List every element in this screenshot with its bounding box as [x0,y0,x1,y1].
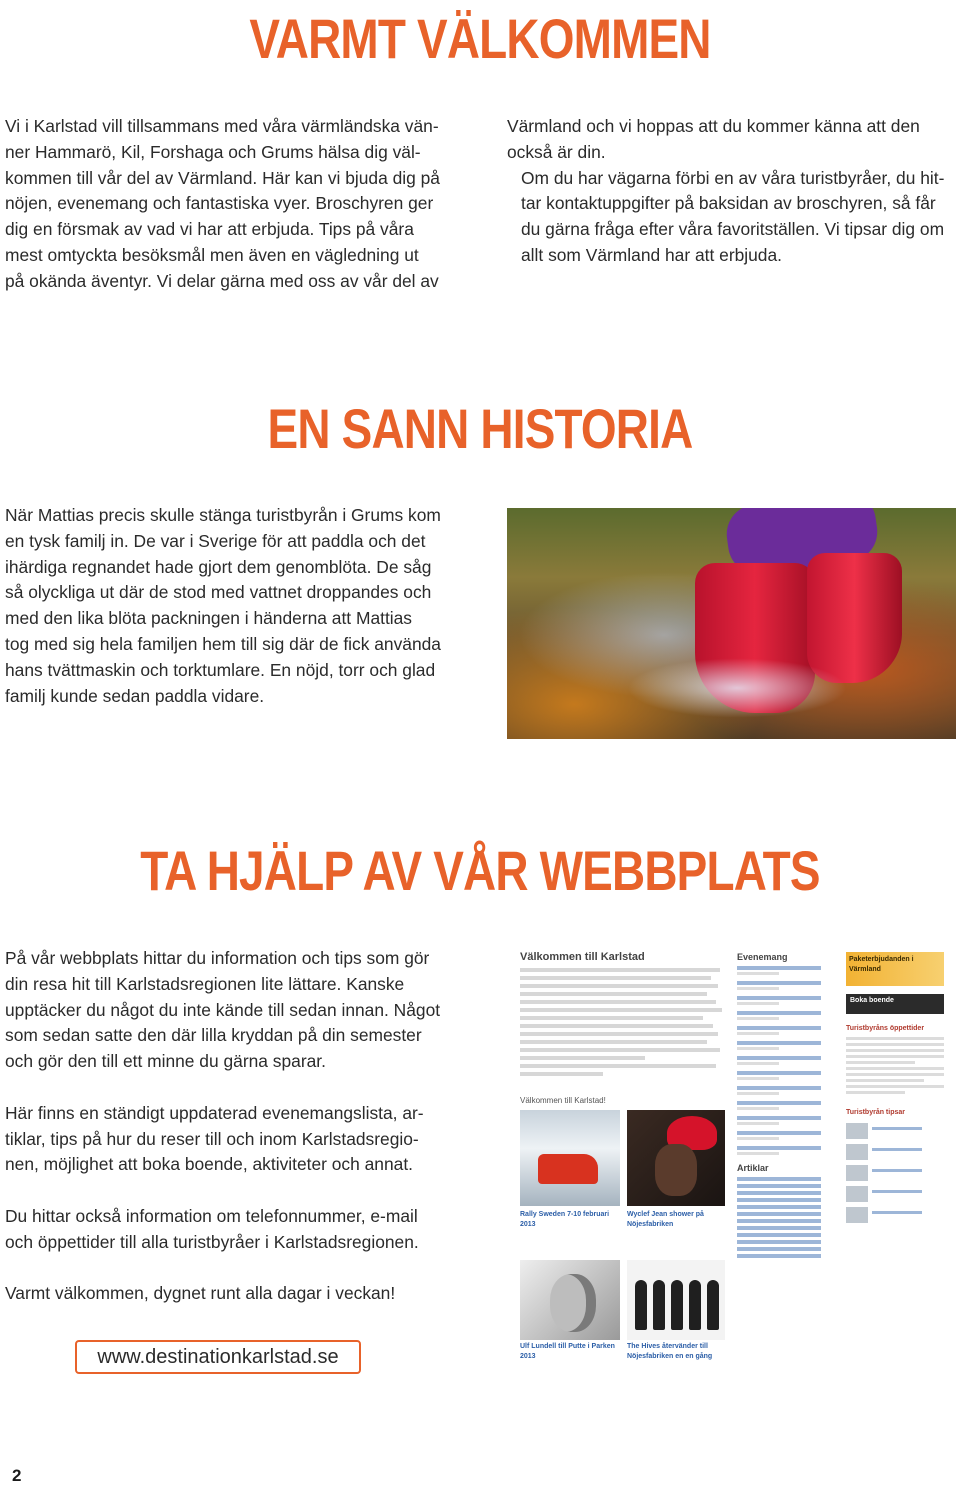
caption-rally: Rally Sweden 7-10 februari 2013 [520,1211,610,1228]
text-line: tiklar, tips på hur du reser till och inom Karlstadsregio- [5,1128,419,1149]
website-screenshot [517,950,947,1380]
package-box: Paketerbjudanden i Värmland [846,952,944,986]
band-image [627,1260,725,1340]
text-line: och öppettider till alla turistbyråer i Karlstadsregionen. [5,1231,419,1252]
text-line: nen, möjlighet att boka boende, aktiviteter och annat. [5,1154,413,1175]
text-line: hans tvättmaskin och torktumlare. En nöjd, torr och glad [5,659,436,680]
text-line: Du hittar också information om telefonnummer, e-mail [5,1205,418,1226]
events-heading: Evenemang [737,952,788,962]
text-line: allt som Värmland har att erbjuda. [521,244,782,265]
web-shot-events [737,952,842,1260]
story-text [5,503,453,709]
text-line: också är din. [507,141,606,162]
welcome-left-text [5,114,453,295]
text-line: Om du har vägarna förbi en av våra turistbyråer, du hit- [521,167,945,188]
text-line: mest omtyckta besöksmål men även en vägledning ut [5,244,419,265]
web-closing: Varmt välkommen, dygnet runt alla dagar i veckan! [5,1283,396,1304]
text-line: upptäcker du något du inte kände till sedan innan. Något [5,999,441,1020]
text-line: nöjen, evenemang och fantastiska vyer. Broschyren ger [5,193,434,214]
text-line: ner Hammarö, Kil, Forshaga och Grums hälsa dig väl- [5,141,421,162]
text-line: en tysk familj in. De var i Sverige för att paddla och det [5,530,426,551]
red-hat-singer-image [627,1110,725,1206]
text-line: så olyckliga ut där de stod med vattnet droppandes och [5,582,432,603]
text-line: Här finns en ständigt uppdaterad evenemangslista, ar- [5,1102,424,1123]
text-line: tog med sig hela familjen hem till sig där de fick använda [5,633,441,654]
text-line: som sedan satte den där lilla kryddan på din semester [5,1025,422,1046]
text-line: På vår webbplats hittar du information och tips som gör [5,948,430,968]
welcome-right-text [507,114,957,269]
tips-heading: Turistbyrån tipsar [846,1109,905,1116]
text-line: dig en försmak av vad vi har att erbjuda. Tips på våra [5,219,414,240]
story-title: EN SANN HISTORIA [267,397,693,460]
text-line: din resa hit till Karlstadsregionen lite lättare. Kanske [5,973,405,994]
text-line: du gärna fråga efter våra favoritställen. Vi tipsar dig om [521,219,945,240]
text-line: Värmland och vi hoppas att du kommer känna att den [507,116,920,136]
rally-car-image [520,1110,620,1206]
text-line: ihärdiga regnandet hade gjort dem genomblöta. De såg [5,556,432,577]
text-line: med den lika blöta packningen i händerna att Mattias [5,608,413,629]
welcome-title: VARMT VÄLKOMMEN [249,7,711,70]
website-url-link[interactable]: www.destinationkarlstad.se [75,1340,361,1374]
web-shot-body [520,968,728,1080]
web-title: TA HJÄLP AV VÅR WEBBPLATS [140,839,820,902]
text-line: på okända äventyr. Vi delar gärna med oss av vår del av [5,270,439,291]
text-line: När Mattias precis skulle stänga turistbyrån i Grums kom [5,505,441,525]
book-box: Boka boende [846,994,944,1014]
red-boots-photo [507,508,956,739]
web-shot-sidebar [846,952,944,1223]
text-line: och gör den till ett minne du gärna sparar. [5,1051,326,1072]
text-line: kommen till vår del av Värmland. Här kan vi bjuda dig på [5,167,440,188]
caption-lundell: Ulf Lundell till Putte i Parken 2013 [520,1343,615,1360]
text-line: familj kunde sedan paddla vidare. [5,685,265,706]
text-line: tar kontaktuppgifter på baksidan av broschyren, så får [521,193,936,214]
caption-hives: The Hives återvänder till Nöjesfabriken en en gång [627,1343,713,1360]
page-number: 2 [12,1466,22,1485]
articles-heading: Artiklar [737,1163,769,1173]
portrait-image [520,1260,620,1340]
water-splash [627,658,847,718]
web-shot-subtitle: Välkommen till Karlstad! [520,1096,606,1105]
web-text [5,946,453,1307]
web-shot-title: Välkommen till Karlstad [520,951,645,963]
caption-wyclef: Wyclef Jean shower på Nöjesfabriken [627,1211,704,1228]
tourist-office-heading: Turistbyråns öppettider [846,1025,925,1032]
text-line: Vi i Karlstad vill tillsammans med våra värmländska vän- [5,116,439,136]
